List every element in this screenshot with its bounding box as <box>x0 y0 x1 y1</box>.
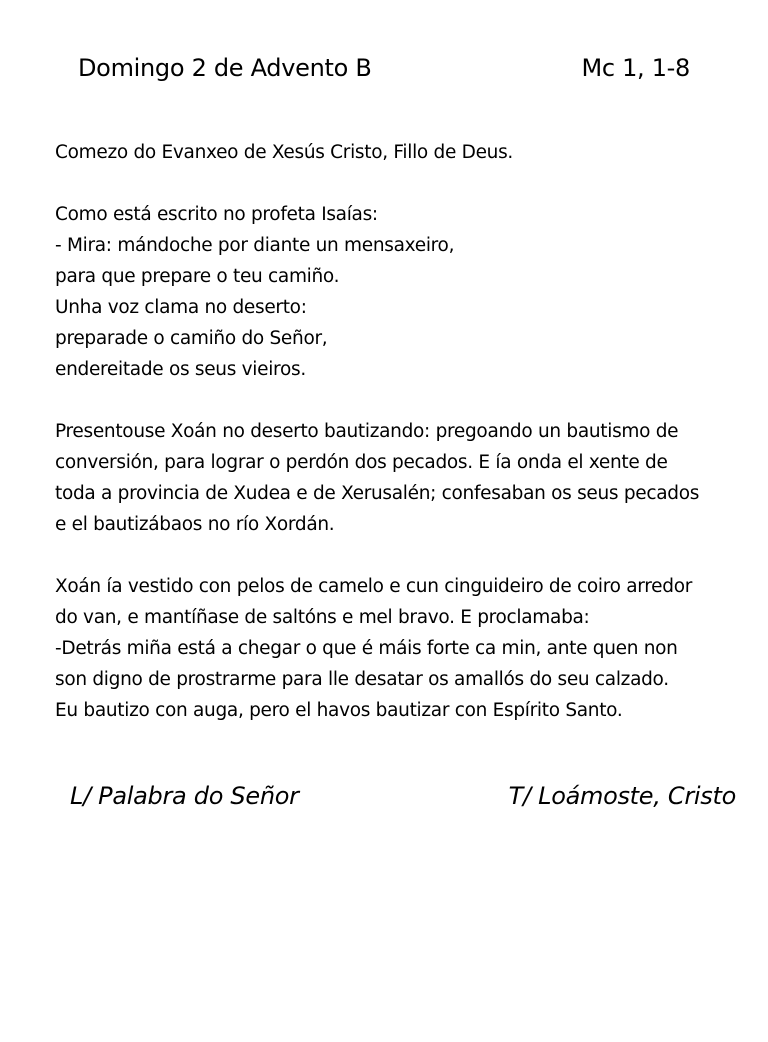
text-line: - Mira: mándoche por diante un mensaxeiro, <box>55 235 455 256</box>
text-line: Como está escrito no profeta Isaías: <box>55 204 378 225</box>
page-header <box>0 50 768 86</box>
text-line: Comezo do Evanxeo de Xesús Cristo, Fillo de Deus. <box>55 142 513 163</box>
text-line: para que prepare o teu camiño. <box>55 266 340 287</box>
text-line: conversión, para lograr o perdón dos pecados. E ía onda el xente de <box>55 452 668 473</box>
text-line: Unha voz clama no deserto: <box>55 297 307 318</box>
paragraph-4 <box>55 571 735 726</box>
text-line: e el bautizábaos no río Xordán. <box>55 514 335 535</box>
reader-response: L/ Palabra do Señor <box>70 782 299 810</box>
text-line: Presentouse Xoán no deserto bautizando: pregoando un bautismo de <box>55 421 679 442</box>
paragraph-2 <box>55 199 735 385</box>
text-line: Eu bautizo con auga, pero el havos bautizar con Espírito Santo. <box>55 700 623 721</box>
text-line: do van, e mantíñase de saltóns e mel bravo. E proclamaba: <box>55 607 590 628</box>
paragraph-1 <box>55 137 735 168</box>
text-line: son digno de prostrarme para lle desatar os amallós do seu calzado. <box>55 669 669 690</box>
text-line: preparade o camiño do Señor, <box>55 328 328 349</box>
gospel-reference: Mc 1, 1-8 <box>581 54 690 82</box>
people-response: T/ Loámoste, Cristo <box>508 782 736 810</box>
text-line: endereitade os seus vieiros. <box>55 359 306 380</box>
gospel-text <box>55 137 735 757</box>
text-line: Xoán ía vestido con pelos de camelo e cun cinguideiro de coiro arredor <box>55 576 693 597</box>
page-title: Domingo 2 de Advento B <box>78 54 372 82</box>
paragraph-3 <box>55 416 735 540</box>
text-line: toda a provincia de Xudea e de Xerusalén; confesaban os seus pecados <box>55 483 700 504</box>
text-line: -Detrás miña está a chegar o que é máis forte ca min, ante quen non <box>55 638 678 659</box>
page-footer <box>0 778 768 814</box>
